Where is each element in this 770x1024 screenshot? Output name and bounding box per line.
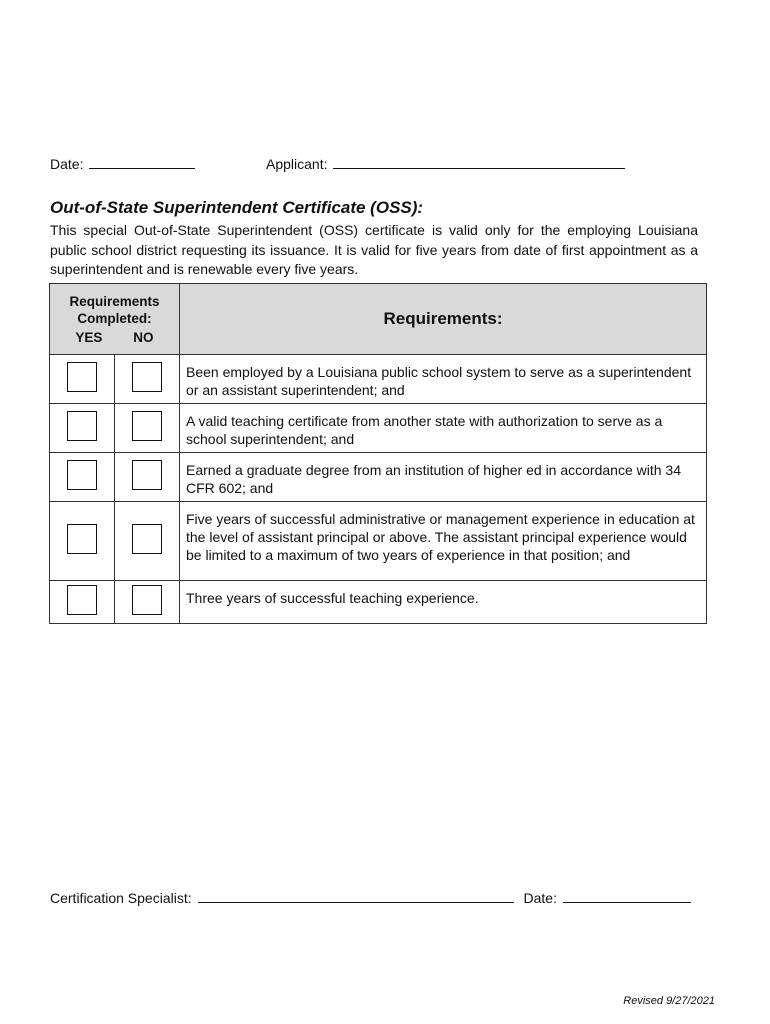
applicant-label: Applicant: (266, 156, 328, 172)
yes-checkbox-1[interactable] (67, 362, 97, 392)
yes-cell (50, 355, 115, 404)
certificate-title: Out-of-State Superintendent Certificate (OSS): (50, 198, 424, 217)
requirements-table (49, 283, 707, 624)
no-cell (115, 404, 180, 453)
no-checkbox-2[interactable] (132, 411, 162, 441)
no-cell (115, 502, 180, 581)
table-row (50, 404, 707, 453)
date-field[interactable] (89, 155, 195, 169)
applicant-line (266, 155, 625, 172)
requirement-text: Three years of successful teaching experience. (180, 581, 707, 624)
no-checkbox-1[interactable] (132, 362, 162, 392)
yes-column-label: YES (75, 330, 103, 345)
requirements-header: Requirements: (180, 284, 707, 355)
no-cell (115, 581, 180, 624)
completed-header-line1: Requirements (69, 294, 160, 309)
specialist-field[interactable] (198, 889, 514, 903)
yes-checkbox-5[interactable] (67, 585, 97, 615)
table-header-row (50, 284, 707, 355)
yes-checkbox-4[interactable] (67, 524, 97, 554)
specialist-line (50, 889, 691, 906)
certificate-description: This special Out-of-State Superintendent (OSS) certificate is valid only for the employing Louisiana public school district requesting its issuance. It is valid for five years from date of first appointment as a superintendent and is renewable every five years. (50, 222, 698, 277)
no-checkbox-3[interactable] (132, 460, 162, 490)
date-line (50, 155, 195, 172)
date-label: Date: (50, 156, 84, 172)
yes-cell (50, 453, 115, 502)
requirement-text: Five years of successful administrative or management experience in education at the level of assistant principal or above. The assistant principal experience would be limited to a maximum of two years of experience in that position; and (180, 502, 707, 581)
applicant-field[interactable] (333, 155, 625, 169)
yes-cell (50, 404, 115, 453)
requirement-text: A valid teaching certificate from another state with authorization to serve as a school superintendent; and (180, 404, 707, 453)
requirement-text: Earned a graduate degree from an institution of higher ed in accordance with 34 CFR 602; and (180, 453, 707, 502)
revised-date: Revised 9/27/2021 (623, 995, 715, 1007)
footer-date-field[interactable] (563, 889, 691, 903)
yes-cell (50, 581, 115, 624)
no-column-label: NO (133, 330, 154, 345)
completed-header (50, 284, 180, 355)
completed-header-line2: Completed: (77, 311, 152, 326)
no-checkbox-4[interactable] (132, 524, 162, 554)
yes-cell (50, 502, 115, 581)
table-row (50, 453, 707, 502)
yes-checkbox-3[interactable] (67, 460, 97, 490)
specialist-label: Certification Specialist: (50, 890, 192, 906)
no-checkbox-5[interactable] (132, 585, 162, 615)
footer-date-label: Date: (523, 890, 557, 906)
yes-checkbox-2[interactable] (67, 411, 97, 441)
table-row (50, 581, 707, 624)
no-cell (115, 355, 180, 404)
requirement-text: Been employed by a Louisiana public school system to serve as a superintendent or an assistant superintendent; and (180, 355, 707, 404)
table-row (50, 502, 707, 581)
no-cell (115, 453, 180, 502)
table-row (50, 355, 707, 404)
